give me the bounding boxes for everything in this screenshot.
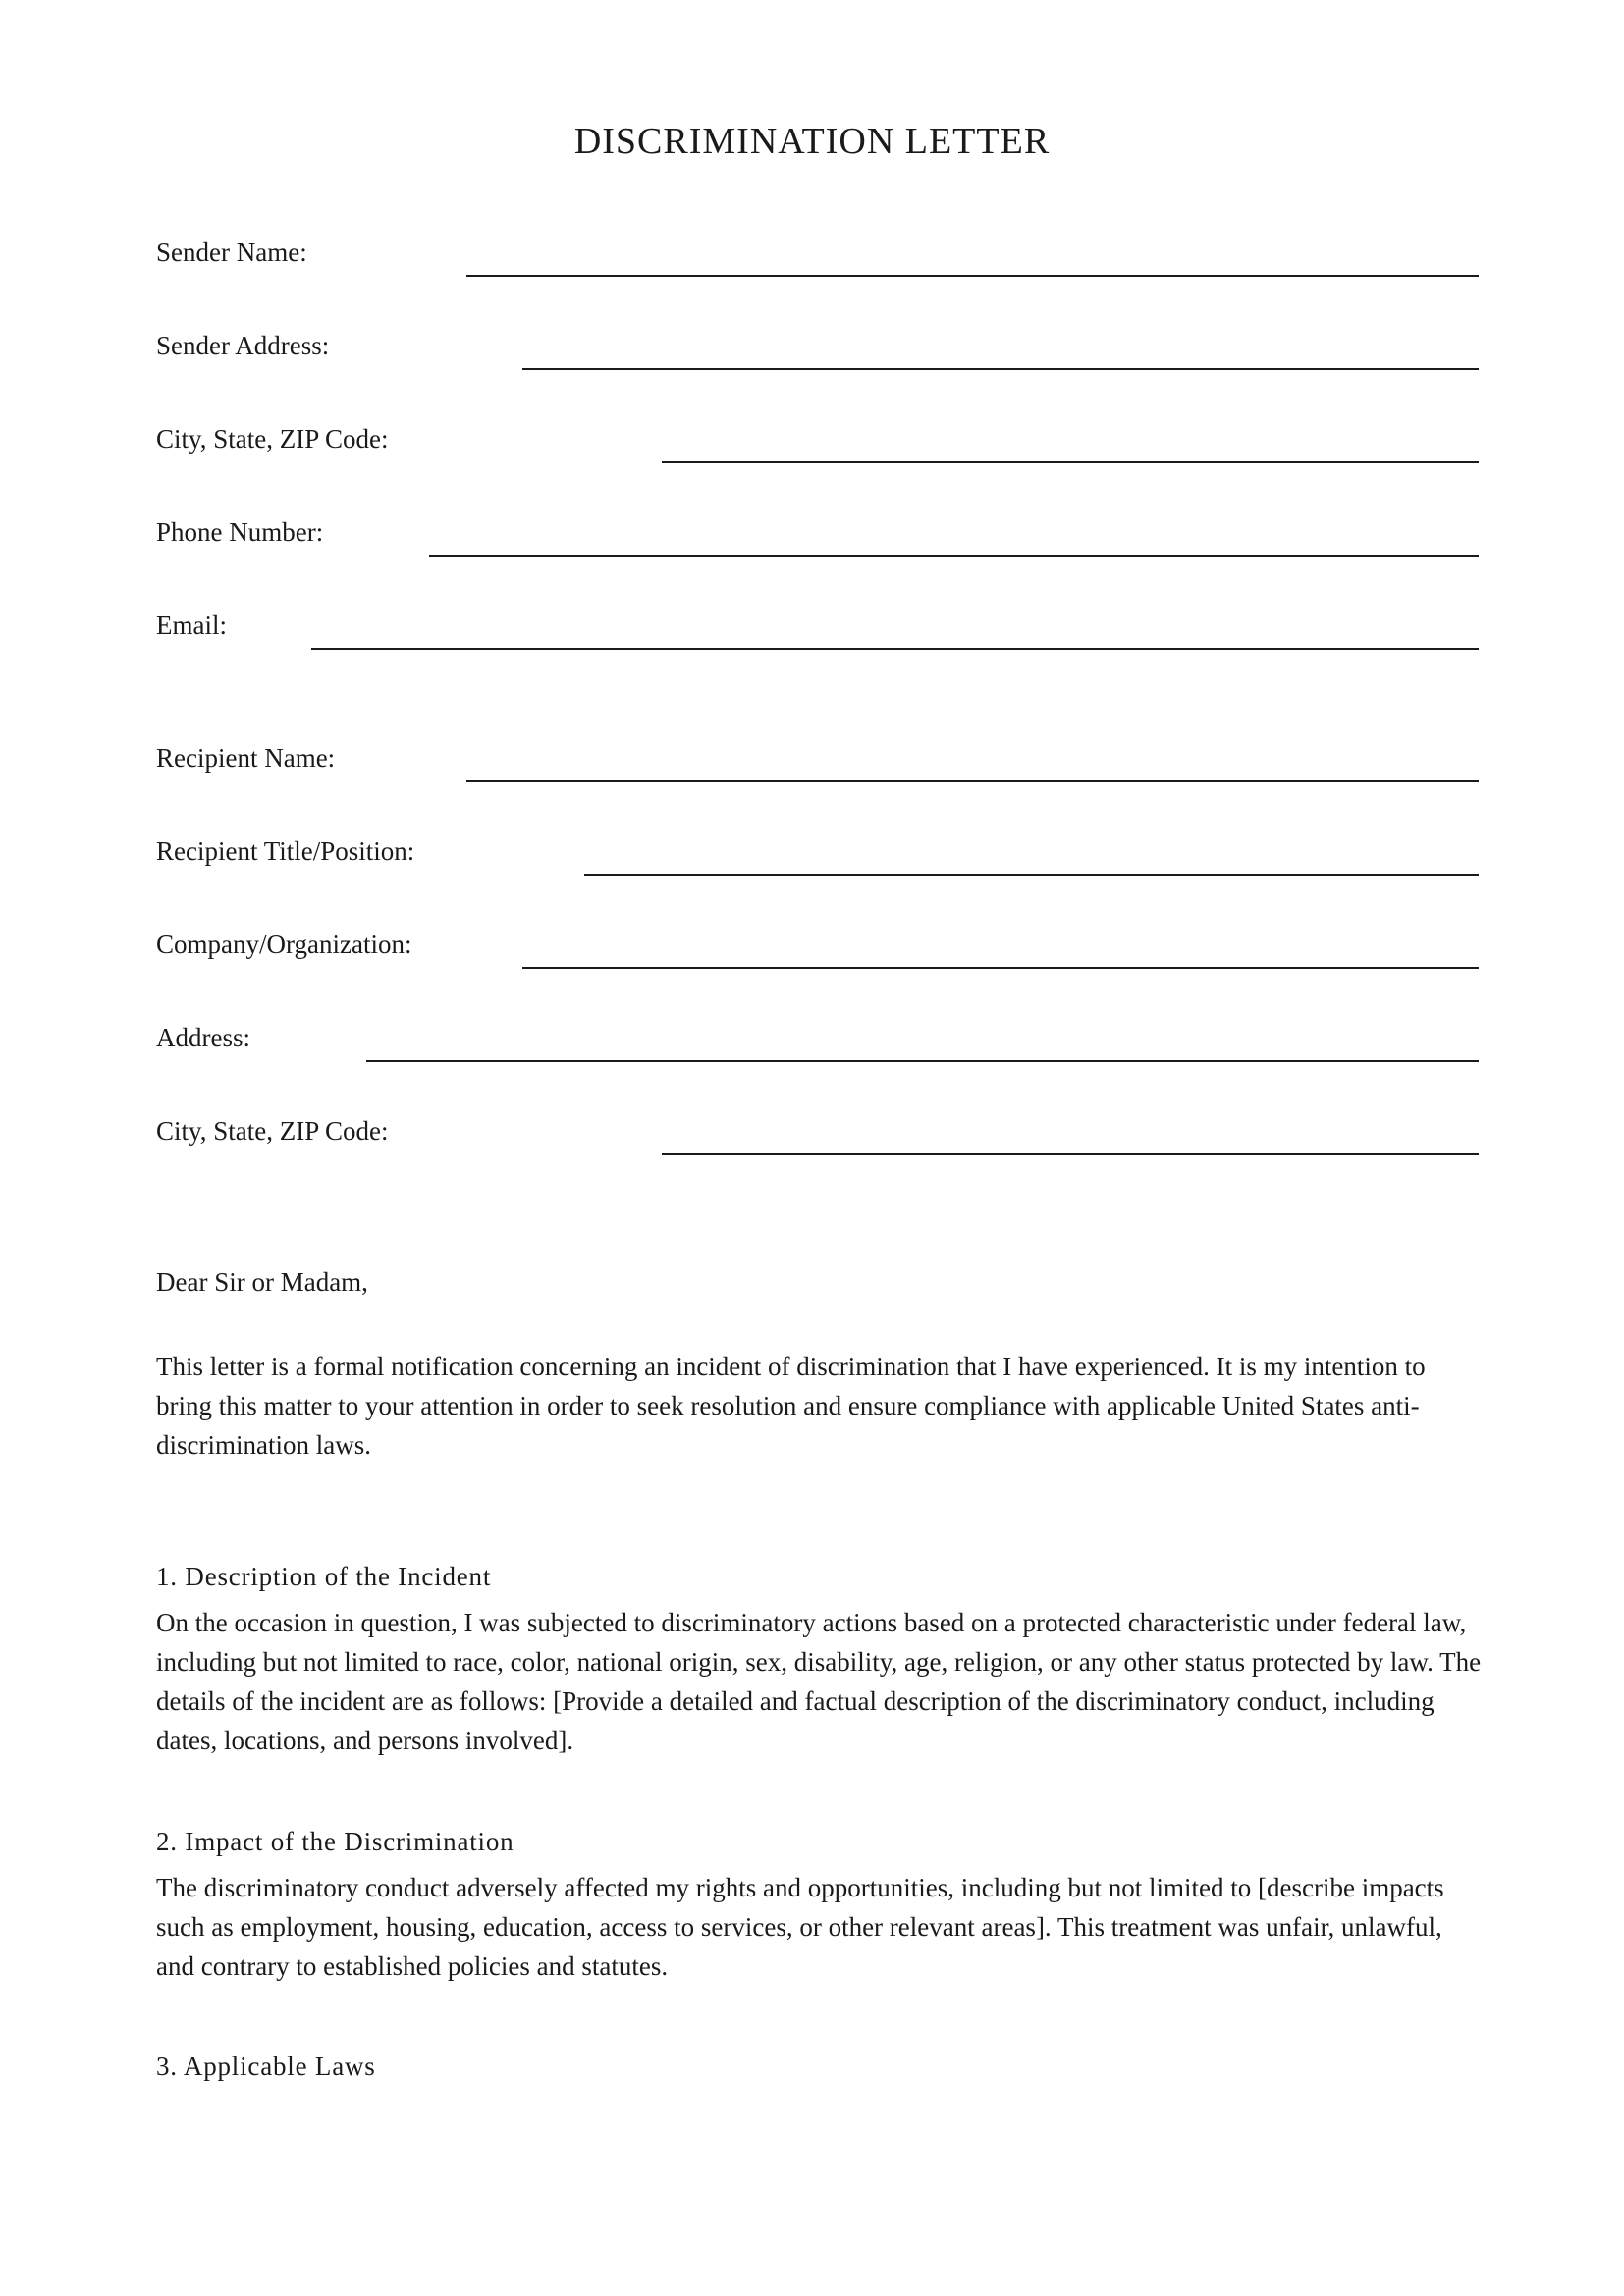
company-organization-line[interactable] [522, 967, 1479, 969]
section-body-incident: On the occasion in question, I was subjected to discriminatory actions based on a protected characteristic under federal law, including but not limited to race, color, national origin, sex, disability, age, religion, or any other status protected by law. The details of the incident are as follows: [Provide a detailed and factual description of the discriminatory conduct, including dates, locations, and persons involved]. [156, 1608, 1482, 1755]
recipient-city-state-zip-label: City, State, ZIP Code: [156, 1116, 389, 1146]
recipient-title-label: Recipient Title/Position: [156, 836, 415, 866]
recipient-name-line[interactable] [466, 780, 1479, 782]
recipient-title-field [156, 832, 1479, 876]
company-organization-field [156, 926, 1479, 969]
recipient-city-state-zip-field [156, 1112, 1479, 1155]
sender-city-state-zip-label: City, State, ZIP Code: [156, 424, 389, 454]
sender-address-line[interactable] [522, 368, 1479, 370]
recipient-title-line[interactable] [584, 874, 1479, 876]
recipient-address-line[interactable] [366, 1060, 1479, 1062]
sender-address-label: Sender Address: [156, 331, 330, 360]
phone-number-label: Phone Number: [156, 517, 324, 547]
sender-name-line[interactable] [466, 275, 1479, 277]
recipient-address-label: Address: [156, 1023, 250, 1052]
phone-number-field [156, 513, 1479, 557]
sender-city-state-zip-line[interactable] [662, 461, 1479, 463]
intro-paragraph: This letter is a formal notification concerning an incident of discrimination that I have experienced. It is my intention to bring this matter to your attention in order to seek resolution and ensure compliance with applicable United States anti-discrimination laws. [156, 1352, 1426, 1460]
sender-address-field [156, 327, 1479, 370]
phone-number-line[interactable] [429, 555, 1479, 557]
sender-city-state-zip-field [156, 420, 1479, 463]
section-heading-applicable-laws: 3. Applicable Laws [156, 2052, 376, 2081]
email-field [156, 607, 1479, 650]
recipient-city-state-zip-line[interactable] [662, 1153, 1479, 1155]
section-heading-impact: 2. Impact of the Discrimination [156, 1827, 514, 1856]
recipient-name-field [156, 739, 1479, 782]
section-body-impact: The discriminatory conduct adversely affected my rights and opportunities, including but not limited to [describe impacts such as employment, housing, education, access to services, or other relevant areas]. This treatment was unfair, unlawful, and contrary to established policies and statutes. [156, 1873, 1444, 1981]
company-organization-label: Company/Organization: [156, 930, 412, 959]
recipient-name-label: Recipient Name: [156, 743, 336, 773]
sender-name-field [156, 234, 1479, 277]
email-line[interactable] [311, 648, 1479, 650]
section-heading-incident: 1. Description of the Incident [156, 1562, 492, 1591]
sender-name-label: Sender Name: [156, 238, 307, 267]
salutation: Dear Sir or Madam, [156, 1267, 368, 1297]
recipient-address-field [156, 1019, 1479, 1062]
email-label: Email: [156, 611, 227, 640]
document-title: DISCRIMINATION LETTER [573, 121, 1051, 162]
